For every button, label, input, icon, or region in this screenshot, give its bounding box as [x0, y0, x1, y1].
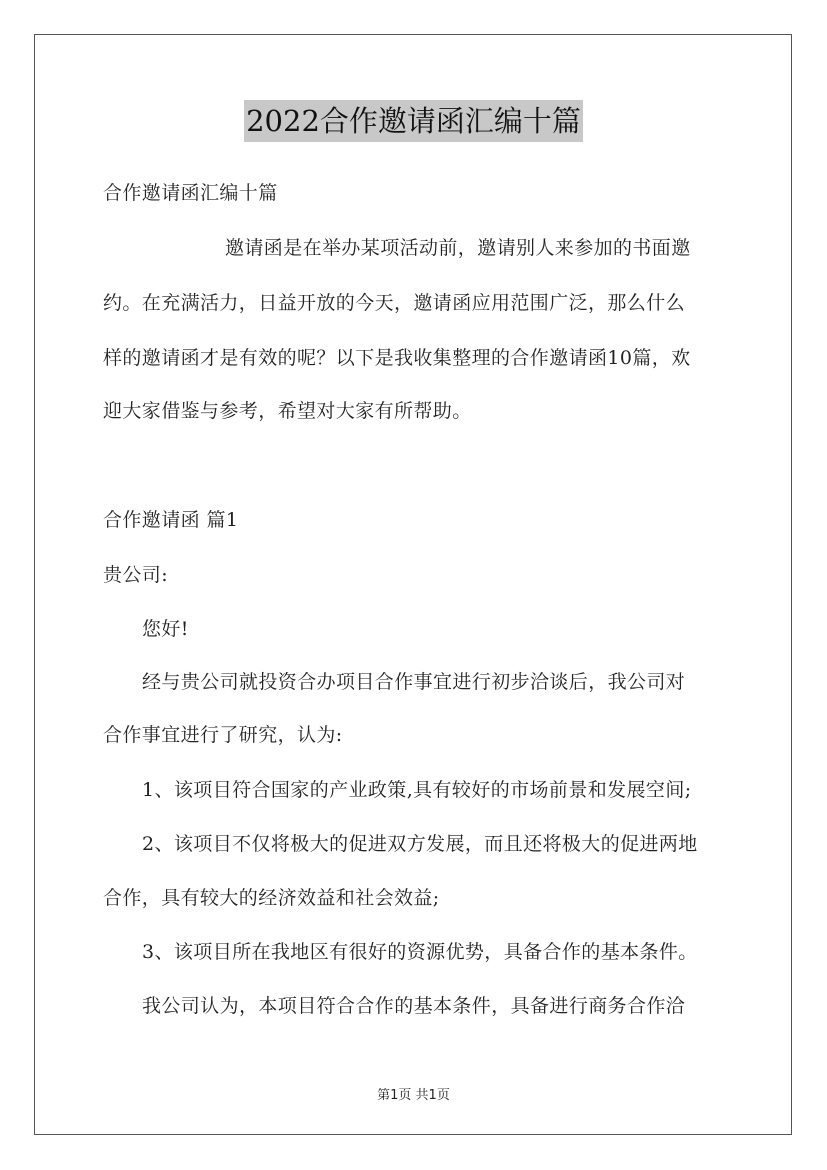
- document-title: 2022合作邀请函汇编十篇: [244, 100, 583, 142]
- body-line: 经与贵公司就投资合办项目合作事宜进行初步洽谈后，我公司对: [142, 671, 686, 693]
- body-line: 合作事宜进行了研究，认为:: [103, 724, 343, 746]
- page-number: 第1页 共1页: [377, 1088, 450, 1103]
- intro-line: 邀请函是在举办某项活动前，邀请别人来参加的书面邀: [225, 237, 691, 259]
- section-heading: 合作邀请函 篇1: [103, 509, 239, 531]
- salutation: 贵公司:: [103, 564, 169, 586]
- intro-line: 迎大家借鉴与参考，希望对大家有所帮助。: [103, 400, 472, 422]
- greeting: 您好!: [142, 618, 189, 640]
- body-line: 我公司认为，本项目符合合作的基本条件，具备进行商务合作洽: [142, 995, 686, 1017]
- title-container: [0, 100, 827, 142]
- body-line: 合作，具有较大的经济效益和社会效益;: [103, 887, 440, 909]
- body-line: 3、该项目所在我地区有很好的资源优势，具备合作的基本条件。: [142, 941, 698, 963]
- body-line: 2、该项目不仅将极大的促进双方发展，而且还将极大的促进两地: [142, 833, 698, 855]
- intro-line: 样的邀请函才是有效的呢？以下是我收集整理的合作邀请函10篇，欢: [103, 347, 691, 369]
- document-subtitle: 合作邀请函汇编十篇: [103, 182, 278, 204]
- intro-line: 约。在充满活力，日益开放的今天，邀请函应用范围广泛，那么什么: [103, 292, 686, 314]
- body-line: 1、该项目符合国家的产业政策,具有较好的市场前景和发展空间;: [142, 779, 692, 801]
